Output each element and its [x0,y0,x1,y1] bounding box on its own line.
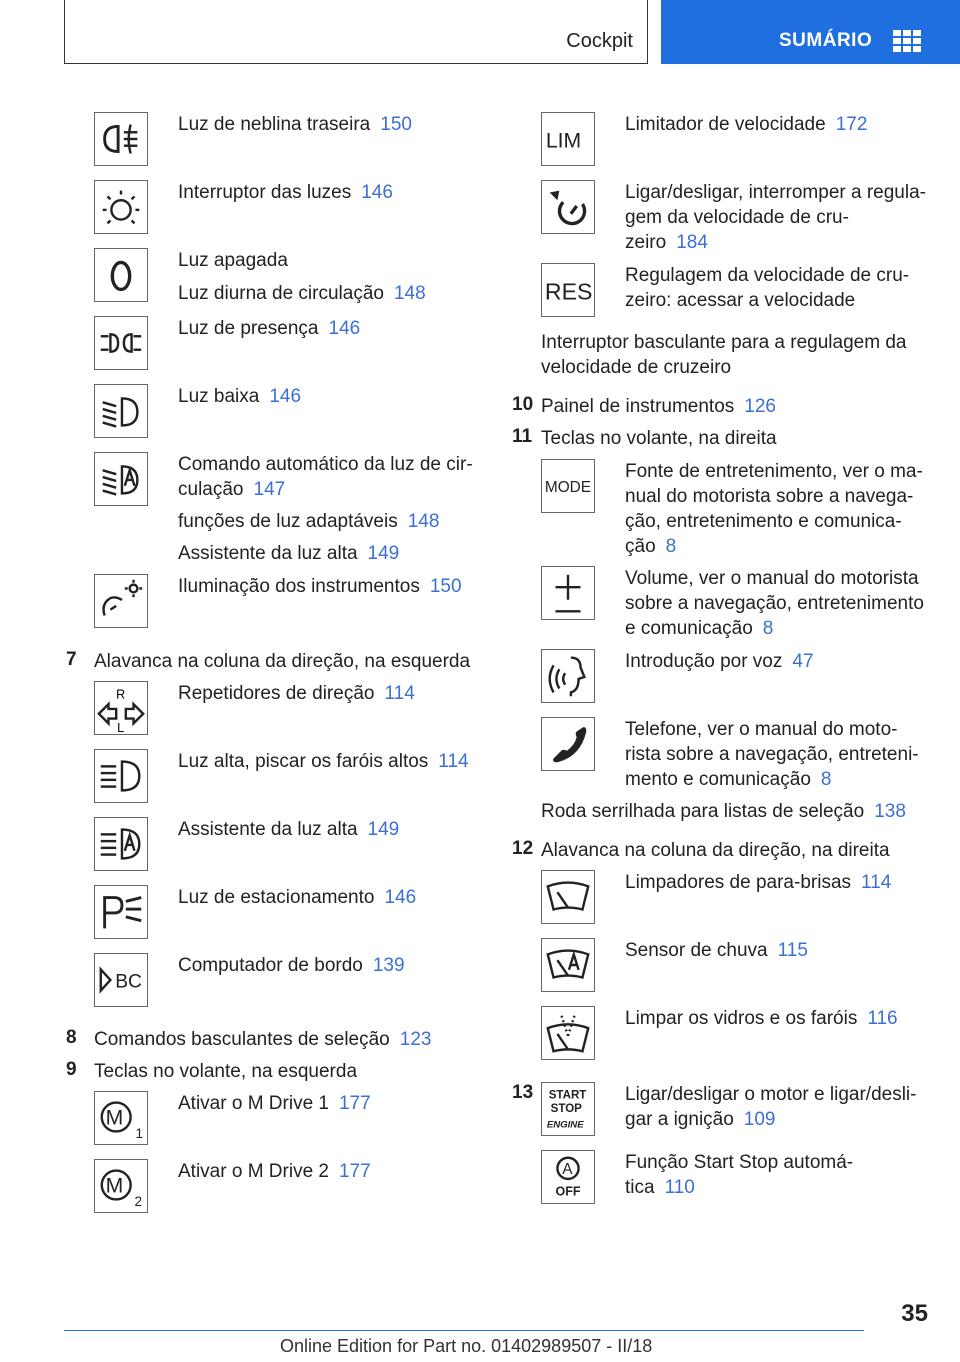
cruise-control-texts [625,180,926,255]
m-drive-1-text: Ativar o M Drive 1 177 [178,1093,371,1114]
page-link[interactable]: 148 [407,511,440,532]
cruise-line3: zeiro 184 [625,232,708,253]
high-beam-icon [94,749,148,803]
resume-line2: zeiro: acessar a velocidade [625,290,856,311]
page-link[interactable]: 138 [874,801,906,822]
page-link[interactable]: 114 [861,872,892,893]
summary-link[interactable] [661,0,960,64]
page-link[interactable]: 8 [762,618,774,639]
onboard-computer-text: Computador de bordo 139 [178,955,405,976]
voice-input-icon [541,649,595,703]
light-switch-icon [94,180,148,234]
low-beam-text: Luz baixa 146 [178,386,302,407]
m1-label: M [105,1106,124,1130]
high-beam-assist-text-2: Assistente da luz alta 149 [178,819,400,840]
footer-edition: Online Edition for Part no. 01402989507 - II/18 [280,1336,653,1356]
mode-button-icon [541,459,595,513]
turn-signal-icon [94,681,148,735]
rear-fog-light-text: Luz de neblina traseira 150 [178,114,412,135]
wipers-text: Limpadores de para-brisas 114 [625,872,892,893]
res-label: RES [544,278,593,305]
rear-fog-light-icon [94,112,148,166]
phone-line1: Telefone, ver o manual do moto- [625,719,898,740]
lim-label: LIM [545,129,582,153]
light-off-label: Luz apagada [178,250,288,271]
footer-divider [64,1330,864,1331]
page-link[interactable]: 146 [361,182,393,203]
item-number-12: 12 [512,838,534,859]
start-stop-line1: Ligar/desligar o motor e ligar/desli- [625,1084,917,1105]
start-label: START [548,1089,587,1102]
page-link[interactable]: 109 [743,1109,776,1130]
parking-light-text-2: Luz de estacionamento 146 [178,887,417,908]
item-number-11: 11 [512,426,533,447]
volume-line3: e comunicação 8 [625,618,774,639]
page-link[interactable]: 149 [367,819,400,840]
auto-start-stop-line1: Função Start Stop automá- [625,1152,854,1173]
phone-line3: mento e comunicação 8 [625,769,832,790]
summary-label: SUMÁRIO [779,30,873,51]
bc-label: BC [115,971,142,993]
rocker-line2: velocidade de cruzeiro [541,357,732,378]
page-link[interactable]: 146 [384,887,417,908]
entertainment-line2: nual do motorista sobre a navega- [625,486,914,507]
speed-limiter-text: Limitador de velocidade 172 [625,114,868,135]
stop-label: STOP [550,1102,582,1115]
page-link[interactable]: 110 [664,1177,695,1198]
light-off-icon [94,248,148,302]
rain-sensor-icon [541,938,595,992]
resume-speed-texts [625,263,909,313]
item-number-8: 8 [66,1027,77,1048]
high-beam-text: Luz alta, piscar os faróis altos 114 [178,751,469,772]
onboard-computer-icon [94,953,148,1007]
light-off-texts [178,248,426,306]
volume-line2: sobre a navegação, entretenimento [625,593,924,614]
page-link[interactable]: 147 [253,479,286,500]
speed-limiter-icon [541,112,595,166]
auto-light-line2: culação 147 [178,479,286,500]
item-number-7: 7 [66,649,77,670]
auto-light-texts [178,452,473,566]
start-stop-engine-icon [541,1082,595,1136]
entertainment-source-texts [625,459,923,559]
mode-label: MODE [544,478,592,496]
rocker-switch-texts [541,330,906,380]
page-link[interactable]: 150 [380,114,412,135]
item-number-10: 10 [512,394,534,415]
auto-start-stop-line2: tica 110 [625,1177,695,1198]
engine-label: ENGINE [546,1119,584,1131]
item-10-text: Painel de instrumentos 126 [541,396,776,417]
rain-sensor-text: Sensor de chuva 115 [625,940,808,961]
item-11-text: Teclas no volante, na direita [541,428,777,449]
item-12-text: Alavanca na coluna da direção, na direita [541,840,890,861]
light-switch-text: Interruptor das luzes 146 [178,182,393,203]
daytime-running-light-text: Luz diurna de circulação 148 [178,283,426,304]
thumbwheel-text: Roda serrilhada para listas de seleção 138 [541,801,906,822]
item-7-text: Alavanca na coluna da direção, na esquerda [94,651,471,672]
grid-menu-icon [893,30,921,54]
page-link[interactable]: 8 [665,536,677,557]
page-link[interactable]: 115 [777,940,808,961]
r-label: R [116,687,126,702]
cruise-line2: gem da velocidade de cru- [625,207,849,228]
page-link[interactable]: 150 [429,576,462,597]
high-beam-assist-text: Assistente da luz alta 149 [178,543,400,564]
page-link[interactable]: 114 [384,683,415,704]
one-label: 1 [135,1126,143,1142]
entertainment-line3: ção, entretenimento e comunica- [625,511,902,532]
volume-texts [625,566,924,641]
page-link[interactable]: 172 [835,114,868,135]
resume-speed-icon [541,263,595,317]
item-9-text: Teclas no volante, na esquerda [94,1061,358,1082]
page-link[interactable]: 139 [372,955,405,976]
page-link[interactable]: 177 [338,1093,371,1114]
parking-light-icon [94,316,148,370]
page-link[interactable]: 114 [438,751,469,772]
page-link[interactable]: 47 [792,651,814,672]
washer-text: Limpar os vidros e os faróis 116 [625,1008,898,1029]
start-stop-texts [625,1082,916,1132]
m-drive-2-text: Ativar o M Drive 2 177 [178,1161,371,1182]
m-drive-2-icon [94,1159,148,1213]
header-left [64,0,648,64]
phone-line2: rista sobre a navegação, entreteni- [625,744,919,765]
m-drive-1-icon [94,1091,148,1145]
volume-line1: Volume, ver o manual do motorista [625,568,919,589]
entertainment-line1: Fonte de entretenimento, ver o ma- [625,461,923,482]
instrument-lighting-icon [94,574,148,628]
phone-texts [625,717,919,792]
l-label: L [117,721,125,734]
page-link[interactable]: 126 [744,396,776,417]
turn-signal-text: Repetidores de direção 114 [178,683,415,704]
parking-light-text: Luz de presença 146 [178,318,361,339]
off-label: OFF [555,1184,581,1199]
auto-start-stop-texts [625,1150,853,1200]
low-beam-icon [94,384,148,438]
auto-light-icon [94,452,148,506]
voice-input-text: Introdução por voz 47 [625,651,814,672]
cruise-line1: Ligar/desligar, interromper a regula- [625,182,926,203]
item-8-text: Comandos basculantes de seleção 123 [94,1029,432,1050]
two-label: 2 [134,1194,142,1210]
page-link[interactable]: 177 [338,1161,371,1182]
instrument-lighting-text: Iluminação dos instrumentos 150 [178,576,462,597]
page-link[interactable]: 149 [367,543,400,564]
cruise-control-icon [541,180,595,234]
page-link[interactable]: 123 [399,1029,432,1050]
m2-label: M [105,1174,124,1198]
phone-icon [541,717,595,771]
auto-start-stop-icon [541,1150,595,1204]
washer-icon [541,1006,595,1060]
volume-icon [541,566,595,620]
wipers-icon [541,870,595,924]
page-number: 35 [901,1300,928,1327]
a-label: A [562,1161,573,1179]
page-link[interactable]: 146 [328,318,361,339]
page-link[interactable]: 116 [867,1008,898,1029]
page-link[interactable]: 184 [676,232,708,253]
item-number-13: 13 [512,1082,534,1103]
auto-light-line1: Comando automático da luz de cir- [178,454,473,475]
entertainment-line4: ção 8 [625,536,677,557]
item-number-9: 9 [66,1059,77,1080]
page-link[interactable]: 8 [820,769,832,790]
parking-light-p-icon [94,885,148,939]
page-link[interactable]: 146 [269,386,302,407]
section-title: Cockpit [566,30,633,52]
resume-line1: Regulagem da velocidade de cru- [625,265,910,286]
page-link[interactable]: 148 [393,283,426,304]
adaptive-light-text: funções de luz adaptáveis 148 [178,511,440,532]
rocker-line1: Interruptor basculante para a regulagem da [541,332,907,353]
start-stop-line2: gar a ignição 109 [625,1109,776,1130]
high-beam-assist-icon [94,817,148,871]
